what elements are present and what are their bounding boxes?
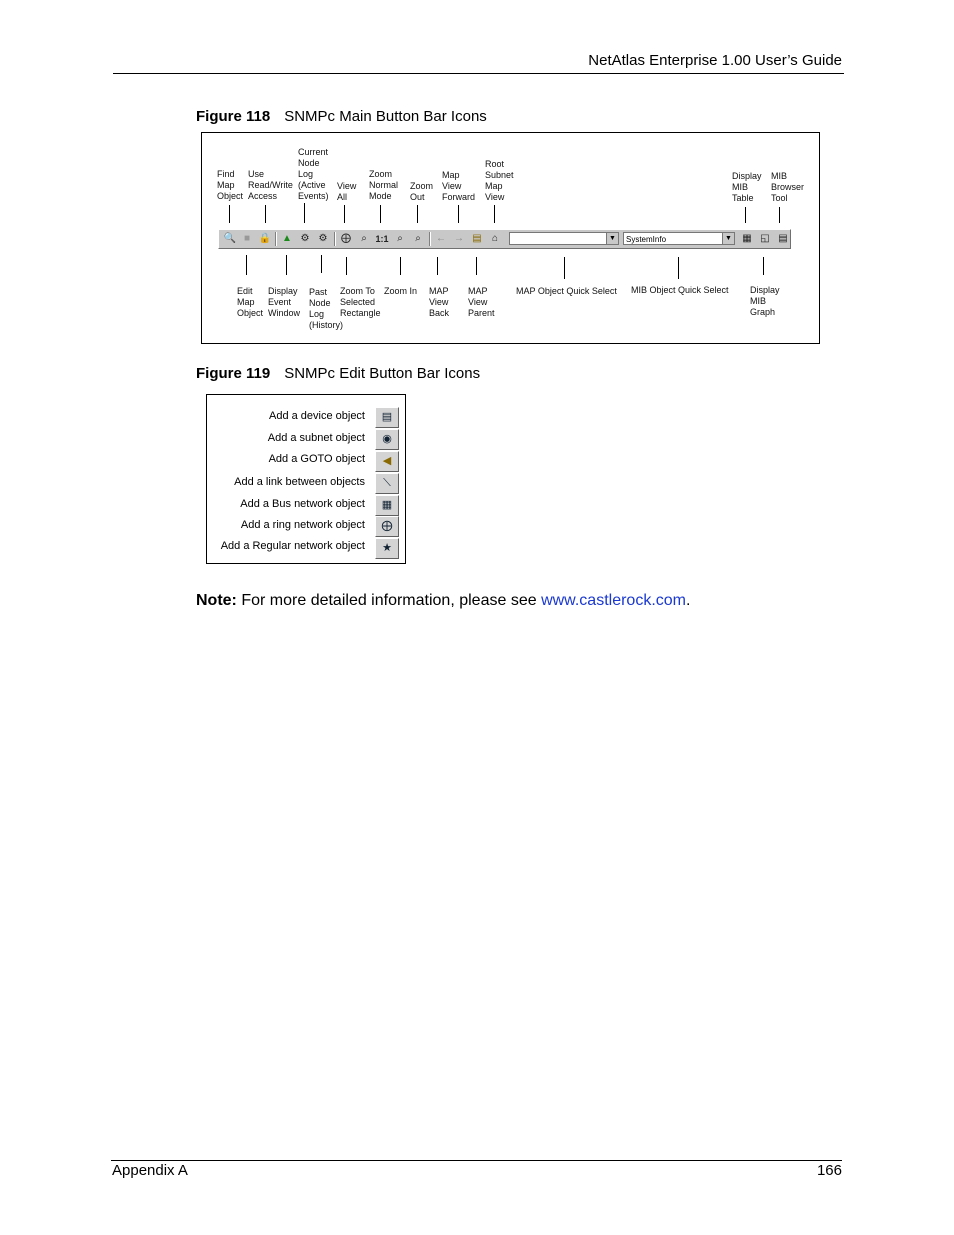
pointer-line xyxy=(304,203,305,223)
pointer-line xyxy=(476,257,477,275)
figure-119-caption xyxy=(196,365,480,382)
home-icon[interactable]: ⌂ xyxy=(491,233,499,244)
label-display-mib-table: Display MIB Table xyxy=(732,171,762,203)
bell-icon[interactable]: ▲ xyxy=(282,233,292,244)
label-zoom-to-selected-rectangle: Zoom To Selected Rectangle xyxy=(340,286,381,318)
label-zoom-out: Zoom Out xyxy=(410,181,434,202)
mib-object-combo-value: SystemInfo xyxy=(626,235,667,244)
note-end: . xyxy=(685,592,691,609)
link-icon[interactable]: ⟍ xyxy=(375,473,399,494)
mib-object-quick-select[interactable] xyxy=(623,232,735,245)
label-past-node-log: Past Node Log (History) xyxy=(309,287,343,330)
running-header-title: NetAtlas Enterprise 1.00 User’s Guide xyxy=(588,52,842,69)
mib-graph-icon[interactable]: ◱ xyxy=(760,233,770,244)
label-display-event-window: Display Event Window xyxy=(268,286,301,318)
pointer-line xyxy=(246,255,247,275)
pointer-line xyxy=(763,257,764,275)
pointer-line xyxy=(380,205,381,223)
goto-icon[interactable]: ◀ xyxy=(375,451,399,472)
pointer-line xyxy=(779,207,780,223)
page-number: 166 xyxy=(816,1162,842,1179)
figure-119-edit-button-bar xyxy=(206,394,406,564)
label-map-object-quick-select: MAP Object Quick Select xyxy=(516,286,617,296)
edit-item-label: Add a device object xyxy=(268,410,365,422)
arrow-left-icon[interactable]: ← xyxy=(436,233,446,244)
footer-appendix: Appendix A xyxy=(112,1162,188,1179)
label-map-view-forward: Map View Forward xyxy=(442,170,476,202)
pointer-line xyxy=(344,205,345,223)
edit-object-icon[interactable]: ■ xyxy=(243,233,251,244)
figure-118-caption xyxy=(196,108,487,125)
zoom-out-icon[interactable]: ⌕ xyxy=(415,233,421,244)
label-map-view-back: MAP View Back xyxy=(429,286,450,318)
edit-item-label: Add a Regular network object xyxy=(220,540,365,552)
label-zoom-in: Zoom In xyxy=(384,286,418,296)
chevron-down-icon[interactable]: ▼ xyxy=(606,233,618,244)
toolbar-separator xyxy=(334,232,336,246)
label-edit-map-object: Edit Map Object xyxy=(237,286,264,318)
arrow-right-icon[interactable]: → xyxy=(454,233,464,244)
toolbar-separator xyxy=(275,232,277,246)
figure-119-label: Figure 119 xyxy=(196,365,271,382)
note-text: For more detailed information, please see xyxy=(241,592,537,609)
pointer-line xyxy=(417,205,418,223)
pointer-line xyxy=(286,255,287,275)
label-map-view-parent: MAP View Parent xyxy=(468,286,495,318)
mib-browser-icon[interactable]: ▤ xyxy=(778,233,788,244)
binoculars-icon[interactable]: 🔍 xyxy=(223,233,237,244)
edit-item-label: Add a GOTO object xyxy=(268,453,365,465)
bus-network-icon[interactable]: ▦ xyxy=(375,495,399,516)
edit-item-label: Add a subnet object xyxy=(267,432,365,444)
label-use-read-write-access: Use Read/Write Access xyxy=(248,169,293,201)
edit-item-label: Add a ring network object xyxy=(240,519,365,531)
castlerock-link[interactable]: www.castlerock.com xyxy=(541,592,686,609)
toolbar-separator xyxy=(429,232,431,246)
pointer-line xyxy=(458,205,459,223)
header-rule xyxy=(113,73,844,74)
view-all-icon[interactable]: ⨁ xyxy=(341,233,351,244)
label-current-node-log: Current Node Log (Active Events) xyxy=(298,147,329,201)
chevron-down-icon[interactable]: ▼ xyxy=(722,233,734,244)
figure-118-title: SNMPc Main Button Bar Icons xyxy=(284,108,487,125)
edit-item-label: Add a Bus network object xyxy=(240,498,365,510)
pointer-line xyxy=(321,255,322,273)
figure-118-label: Figure 118 xyxy=(196,108,271,125)
label-view-all: View All xyxy=(337,181,357,202)
footer-rule xyxy=(111,1160,842,1161)
zoom-select-icon[interactable]: ⌕ xyxy=(361,233,367,244)
pointer-line xyxy=(437,257,438,275)
pointer-line xyxy=(400,257,401,275)
zoom-in-icon[interactable]: ⌕ xyxy=(397,233,403,244)
edit-item-label: Add a link between objects xyxy=(234,476,365,488)
label-root-subnet-map-view: Root Subnet Map View xyxy=(485,159,514,202)
zoom-normal-icon[interactable]: 1:1 xyxy=(375,234,389,244)
mib-table-icon[interactable]: ▦ xyxy=(742,233,752,244)
note-label: Note: xyxy=(196,592,237,609)
regular-network-icon[interactable]: ★ xyxy=(375,538,399,559)
pointer-line xyxy=(346,257,347,275)
lock-icon[interactable]: 🔒 xyxy=(258,233,272,244)
label-zoom-normal-mode: Zoom Normal Mode xyxy=(369,169,399,201)
snmpc-main-toolbar xyxy=(218,229,791,249)
past-log-icon[interactable]: ⚙ xyxy=(318,233,328,244)
ring-network-icon[interactable]: ⨁ xyxy=(375,516,399,537)
pointer-line xyxy=(745,207,746,223)
label-mib-object-quick-select: MIB Object Quick Select xyxy=(631,285,729,295)
pointer-line xyxy=(494,205,495,223)
label-display-mib-graph: Display MIB Graph xyxy=(750,285,780,317)
subnet-icon[interactable]: ◉ xyxy=(375,429,399,450)
label-find-map-object: Find Map Object xyxy=(217,169,244,201)
pointer-line xyxy=(564,257,565,279)
pointer-line xyxy=(229,205,230,223)
figure-119-title: SNMPc Edit Button Bar Icons xyxy=(284,365,481,382)
device-icon[interactable]: ▤ xyxy=(375,407,399,428)
note-paragraph xyxy=(196,592,690,610)
folder-up-icon[interactable]: ▤ xyxy=(472,233,482,244)
label-mib-browser-tool: MIB Browser Tool xyxy=(771,171,805,203)
map-object-quick-select[interactable] xyxy=(509,232,619,245)
pointer-line xyxy=(678,257,679,279)
current-log-icon[interactable]: ⚙ xyxy=(300,233,310,244)
pointer-line xyxy=(265,205,266,223)
